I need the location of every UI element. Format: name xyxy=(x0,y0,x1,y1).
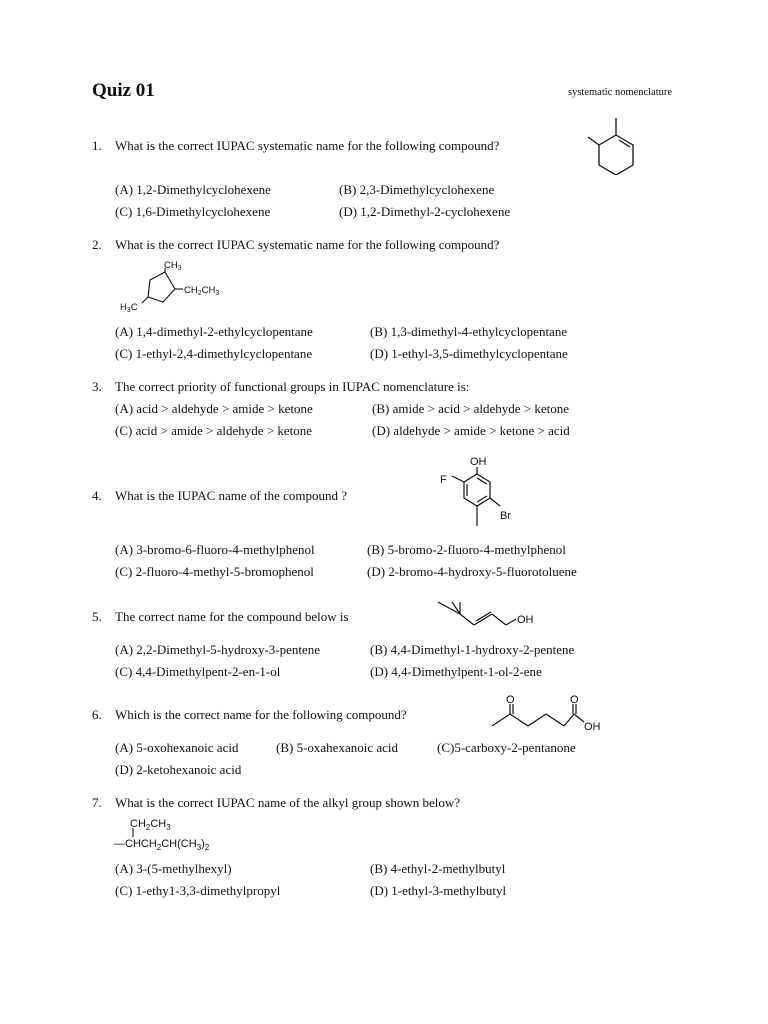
option-c[interactable]: (C)5-carboxy-2-pentanone xyxy=(437,740,576,755)
option-a[interactable]: (A) 3-(5-methylhexyl) xyxy=(115,861,232,876)
ch3-label: CH xyxy=(164,260,178,271)
option-c[interactable]: (C) 2-fluoro-4-methyl-5-bromophenol xyxy=(115,564,314,579)
subscript: 3 xyxy=(166,823,171,832)
question-number: 7. xyxy=(92,795,102,810)
option-d[interactable]: (D) 1,2-Dimethyl-2-cyclohexene xyxy=(339,204,511,219)
top-label: CH xyxy=(150,818,167,830)
oh-label: OH xyxy=(584,721,601,733)
structure-bromofluoromethylphenol xyxy=(432,452,522,534)
page-title: Quiz 01 xyxy=(92,80,155,101)
subscript: 3 xyxy=(126,307,131,314)
structure-trisubstituted-cyclopentane xyxy=(118,256,238,318)
option-b[interactable]: (B) amide > acid > aldehyde > ketone xyxy=(372,401,570,416)
option-c[interactable]: (C) 1-ethyl-2,4-dimethylcyclopentane xyxy=(115,346,313,361)
question-number: 2. xyxy=(92,237,102,252)
question-number: 3. xyxy=(92,379,102,394)
svg-text:CH2CH3 xyxy=(130,818,171,832)
structure-dimethylcyclohexene xyxy=(585,115,645,175)
subscript: 3 xyxy=(177,265,182,272)
question-text: The correct priority of functional groups in IUPAC nomenclature is: xyxy=(115,379,470,394)
br-label: Br xyxy=(500,510,511,522)
subscript: 3 xyxy=(196,843,202,852)
option-a[interactable]: (A) 1,2-Dimethylcyclohexene xyxy=(115,182,271,197)
question-number: 4. xyxy=(92,488,102,503)
ch2ch3-label: CH xyxy=(184,285,198,296)
option-c[interactable]: (C) 1,6-Dimethylcyclohexene xyxy=(115,204,271,219)
option-b[interactable]: (B) 5-oxahexanoic acid xyxy=(276,740,399,755)
svg-text:CH3 xyxy=(164,260,182,272)
h3c-label: C xyxy=(130,302,138,313)
structure-oxohexanoic-acid xyxy=(488,692,610,734)
main-label: ) xyxy=(201,838,205,850)
question-text: What is the correct IUPAC name of the alkyl group shown below? xyxy=(115,795,461,810)
subscript: 3 xyxy=(215,290,220,297)
structure-alkyl-group xyxy=(112,815,262,855)
option-d[interactable]: (D) 2-ketohexanoic acid xyxy=(115,762,242,777)
question-text: What is the IUPAC name of the compound ? xyxy=(115,488,348,503)
h3c-label: H xyxy=(120,302,127,313)
option-d[interactable]: (D) aldehyde > amide > ketone > acid xyxy=(372,423,570,438)
option-a[interactable]: (A) 1,4-dimethyl-2-ethylcyclopentane xyxy=(115,324,313,339)
question-text: The correct name for the compound below is xyxy=(115,609,349,624)
option-b[interactable]: (B) 1,3-dimethyl-4-ethylcyclopentane xyxy=(370,324,568,339)
ketone-o-label: O xyxy=(506,694,515,706)
question-number: 6. xyxy=(92,707,102,722)
option-d[interactable]: (D) 1-ethyl-3,5-dimethylcyclopentane xyxy=(370,346,568,361)
top-label: CH xyxy=(130,818,146,830)
option-b[interactable]: (B) 2,3-Dimethylcyclohexene xyxy=(339,182,495,197)
subscript: 2 xyxy=(204,843,210,852)
question-number: 5. xyxy=(92,609,102,624)
subscript: 2 xyxy=(197,290,202,297)
question-text: What is the correct IUPAC systematic name for the following compound? xyxy=(115,138,500,153)
question-text: Which is the correct name for the following compound? xyxy=(115,707,407,722)
option-a[interactable]: (A) 5-oxohexanoic acid xyxy=(115,740,239,755)
main-label: CH(CH xyxy=(161,838,197,850)
option-c[interactable]: (C) 1-ethy1-3,3-dimethylpropyl xyxy=(115,883,281,898)
question-number: 1. xyxy=(92,138,102,153)
option-a[interactable]: (A) 2,2-Dimethyl-5-hydroxy-3-pentene xyxy=(115,642,321,657)
oh-label: OH xyxy=(517,614,534,626)
structure-dimethylpentenol xyxy=(430,598,540,634)
option-a[interactable]: (A) 3-bromo-6-fluoro-4-methylphenol xyxy=(115,542,315,557)
svg-text:H3C xyxy=(120,302,138,314)
acid-o-label: O xyxy=(570,694,579,706)
option-b[interactable]: (B) 4-ethyl-2-methylbutyl xyxy=(370,861,506,876)
question-text: What is the correct IUPAC systematic name for the following compound? xyxy=(115,237,500,252)
main-label: —CHCH xyxy=(114,838,157,850)
option-d[interactable]: (D) 4,4-Dimethylpent-1-ol-2-ene xyxy=(370,664,542,679)
option-b[interactable]: (B) 4,4-Dimethyl-1-hydroxy-2-pentene xyxy=(370,642,575,657)
option-c[interactable]: (C) acid > amide > aldehyde > ketone xyxy=(115,423,313,438)
option-c[interactable]: (C) 4,4-Dimethylpent-2-en-1-ol xyxy=(115,664,281,679)
oh-label: OH xyxy=(470,456,487,468)
svg-text:CH2CH3 xyxy=(184,285,219,297)
option-d[interactable]: (D) 2-bromo-4-hydroxy-5-fluorotoluene xyxy=(367,564,577,579)
subscript: 2 xyxy=(145,823,151,832)
subscript: 2 xyxy=(156,843,162,852)
option-a[interactable]: (A) acid > aldehyde > amide > ketone xyxy=(115,401,313,416)
option-b[interactable]: (B) 5-bromo-2-fluoro-4-methylphenol xyxy=(367,542,566,557)
svg-text:—CHCH2CH(CH3)2 xyxy=(114,838,210,852)
ch2ch3-label: CH xyxy=(201,285,216,296)
page-subtitle: systematic nomenclature xyxy=(568,87,673,98)
f-label: F xyxy=(440,474,447,486)
option-d[interactable]: (D) 1-ethyl-3-methylbutyl xyxy=(370,883,507,898)
